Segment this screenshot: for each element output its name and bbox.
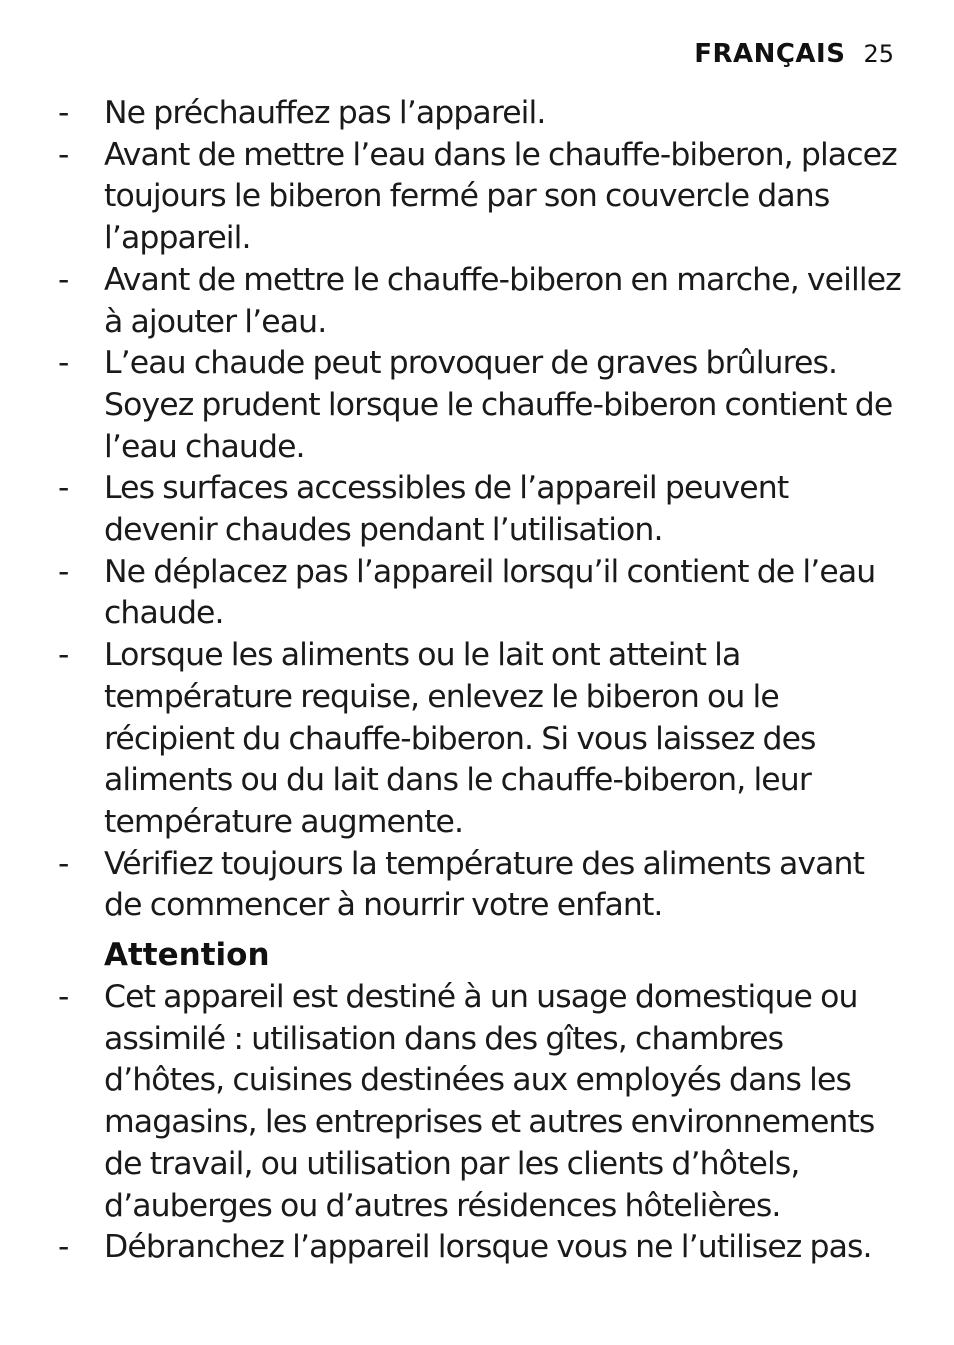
page-header [694, 34, 894, 74]
bullet-dash: - [58, 136, 70, 173]
list-item [0, 468, 954, 551]
list-item-text: Avant de mettre le chauffe-biberon en marche, veillez à ajouter l’eau. [104, 261, 901, 340]
attention-list [0, 977, 954, 1269]
bullet-dash: - [58, 979, 70, 1016]
attention-heading: Attention [104, 937, 270, 974]
list-item-text: L’eau chaude peut provoquer de graves brûlures. Soyez prudent lorsque le chauffe-biberon contient de l’eau chaude. [104, 345, 893, 465]
list-item-text: Ne préchauffez pas l’appareil. [104, 95, 546, 131]
bullet-dash: - [58, 637, 70, 674]
list-item-text: Lorsque les aliments ou le lait ont atteint la température requise, enlevez le biberon ou le récipient du chauffe-biberon. Si vous laissez des aliments ou du lait dans le chauffe-biberon, leur température augmente. [104, 637, 816, 840]
page-body [0, 93, 954, 1269]
bullet-dash: - [58, 345, 70, 382]
list-item [0, 844, 954, 927]
list-item [0, 552, 954, 635]
list-item [0, 93, 954, 135]
list-item-text: Ne déplacez pas l’appareil lorsqu’il contient de l’eau chaude. [104, 553, 876, 632]
safety-list [0, 93, 954, 927]
list-item-text: Vérifiez toujours la température des aliments avant de commencer à nourrir votre enfant. [104, 845, 865, 924]
list-item [0, 260, 954, 343]
section-title: FRANÇAIS [694, 39, 846, 69]
bullet-dash: - [58, 261, 70, 298]
bullet-dash: - [58, 553, 70, 590]
list-item [0, 135, 954, 260]
list-item [0, 1227, 954, 1269]
list-item-text: Cet appareil est destiné à un usage domestique ou assimilé : utilisation dans des gîtes, chambres d’hôtes, cuisines destinées aux employés dans les magasins, les entreprises et autres environnements de travail, ou utilisation par les clients d’hôtels, d’auberges ou d’autres résidences hôtelières. [104, 979, 875, 1224]
bullet-dash: - [58, 95, 70, 131]
list-item-text: Les surfaces accessibles de l’appareil peuvent devenir chaudes pendant l’utilisation. [104, 470, 789, 549]
bullet-dash: - [58, 845, 70, 882]
bullet-dash: - [58, 1229, 70, 1266]
bullet-dash: - [58, 470, 70, 507]
list-item-text: Débranchez l’appareil lorsque vous ne l’utilisez pas. [104, 1229, 872, 1266]
list-item-text: Avant de mettre l’eau dans le chauffe-biberon, placez toujours le biberon fermé par son couvercle dans l’appareil. [104, 136, 897, 257]
list-item [0, 343, 954, 468]
list-item [0, 977, 954, 1227]
list-item [0, 635, 954, 844]
page-number: 25 [863, 40, 894, 68]
